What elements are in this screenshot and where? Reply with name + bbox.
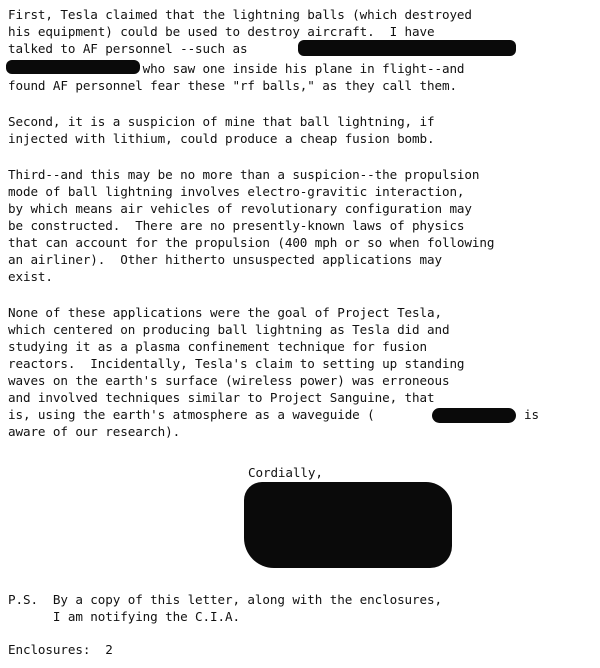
letter-line: and involved techniques similar to Project Sanguine, that bbox=[8, 390, 435, 405]
letter-line: by which means air vehicles of revolutionary configuration may bbox=[8, 201, 472, 216]
letter-line: is, using the earth's atmosphere as a waveguide ( bbox=[8, 407, 375, 422]
letter-line: found AF personnel fear these "rf balls," as they call them. bbox=[8, 78, 457, 93]
letter-line: exist. bbox=[8, 269, 53, 284]
letter-line: waves on the earth's surface (wireless power) was erroneous bbox=[8, 373, 450, 388]
letter-line: which centered on producing ball lightning as Tesla did and bbox=[8, 322, 450, 337]
letter-enclosures: Enclosures: 2 bbox=[8, 642, 113, 657]
letter-line: Third--and this may be no more than a suspicion--the propulsion bbox=[8, 167, 480, 182]
letter-closing: Cordially, bbox=[248, 465, 323, 480]
signature-redaction bbox=[244, 482, 452, 568]
letter-line: studying it as a plasma confinement technique for fusion bbox=[8, 339, 427, 354]
letter-line: reactors. Incidentally, Tesla's claim to setting up standing bbox=[8, 356, 465, 371]
redaction-bar bbox=[298, 40, 516, 56]
letter-line: injected with lithium, could produce a cheap fusion bomb. bbox=[8, 131, 435, 146]
letter-line: talked to AF personnel --such as bbox=[8, 41, 248, 56]
letter-line: that can account for the propulsion (400 mph or so when following bbox=[8, 235, 495, 250]
letter-postscript: I am notifying the C.I.A. bbox=[8, 609, 240, 624]
letter-line: First, Tesla claimed that the lightning balls (which destroyed bbox=[8, 7, 472, 22]
redaction-bar bbox=[432, 408, 516, 423]
letter-line: aware of our research). bbox=[8, 424, 181, 439]
letter-line: mode of ball lightning involves electro-gravitic interaction, bbox=[8, 184, 465, 199]
letter-line: None of these applications were the goal of Project Tesla, bbox=[8, 305, 442, 320]
letter-line: be constructed. There are no presently-known laws of physics bbox=[8, 218, 465, 233]
letter-line: who saw one inside his plane in flight--and bbox=[8, 61, 465, 76]
letter-line: an airliner). Other hitherto unsuspected applications may bbox=[8, 252, 442, 267]
letter-line: his equipment) could be used to destroy aircraft. I have bbox=[8, 24, 435, 39]
letter-line: Second, it is a suspicion of mine that ball lightning, if bbox=[8, 114, 435, 129]
letter-postscript: P.S. By a copy of this letter, along with the enclosures, bbox=[8, 592, 442, 607]
letter-line: is bbox=[524, 407, 539, 422]
